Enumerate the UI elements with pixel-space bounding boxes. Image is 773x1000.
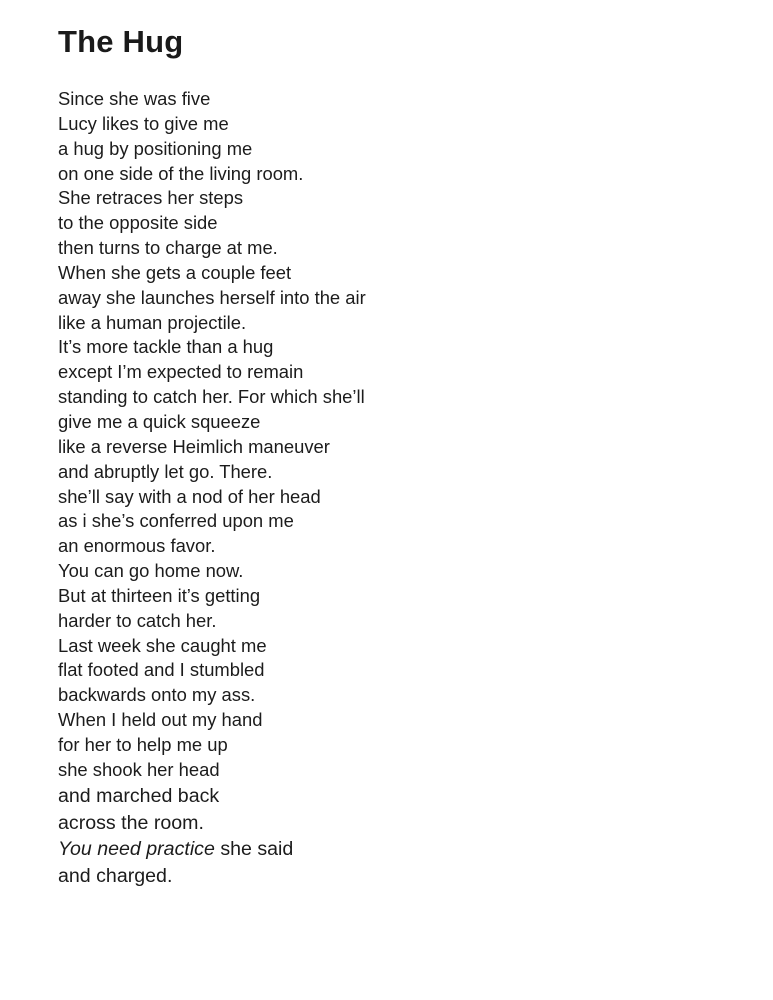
poem-line: She retraces her steps: [58, 187, 244, 209]
poem-line: to the opposite side: [58, 212, 218, 234]
poem-line: like a human projectile.: [58, 311, 247, 333]
poem-line: Last week she caught me: [58, 634, 267, 656]
poem-line: Lucy likes to give me: [58, 112, 229, 134]
line-remainder: she said: [214, 838, 294, 861]
poem-line: a hug by positioning me: [58, 137, 253, 159]
poem-line: away she launches herself into the air: [58, 286, 366, 308]
poem-line: an enormous favor.: [58, 535, 216, 557]
poem-line: It’s more tackle than a hug: [58, 336, 274, 358]
poem-line: give me a quick squeeze: [58, 410, 261, 432]
poem-line: she shook her head: [58, 758, 220, 780]
poem-line-italic: [58, 836, 366, 863]
poem-line: then turns to charge at me.: [58, 237, 278, 259]
poem-line: and abruptly let go. There.: [58, 460, 273, 482]
poem-line: like a reverse Heimlich maneuver: [58, 435, 330, 457]
poem-title: The Hug: [58, 24, 184, 59]
poem-line: for her to help me up: [58, 733, 228, 755]
poem-line: When she gets a couple feet: [58, 261, 292, 283]
italic-phrase: You need practice: [58, 838, 215, 861]
poem-line: You can go home now.: [58, 560, 244, 582]
poem-line: across the room.: [58, 811, 204, 834]
poem-line: except I’m expected to remain: [58, 361, 304, 383]
poem-line: and marched back: [58, 785, 220, 808]
poem-line: standing to catch her. For which she’ll: [58, 386, 365, 408]
poem-line: she’ll say with a nod of her head: [58, 485, 321, 507]
poem-line: on one side of the living room.: [58, 162, 304, 184]
poem-line: flat footed and I stumbled: [58, 659, 265, 681]
poem-line: When I held out my hand: [58, 709, 263, 731]
poem-line: Since she was five: [58, 88, 211, 109]
poem-line: But at thirteen it’s getting: [58, 584, 261, 606]
poem-line: backwards onto my ass.: [58, 684, 256, 706]
poem-last-line: and charged.: [58, 865, 173, 887]
poem-line: as i she’s conferred upon me: [58, 510, 294, 532]
poem-line: harder to catch her.: [58, 609, 217, 631]
poem-body: [58, 87, 366, 890]
